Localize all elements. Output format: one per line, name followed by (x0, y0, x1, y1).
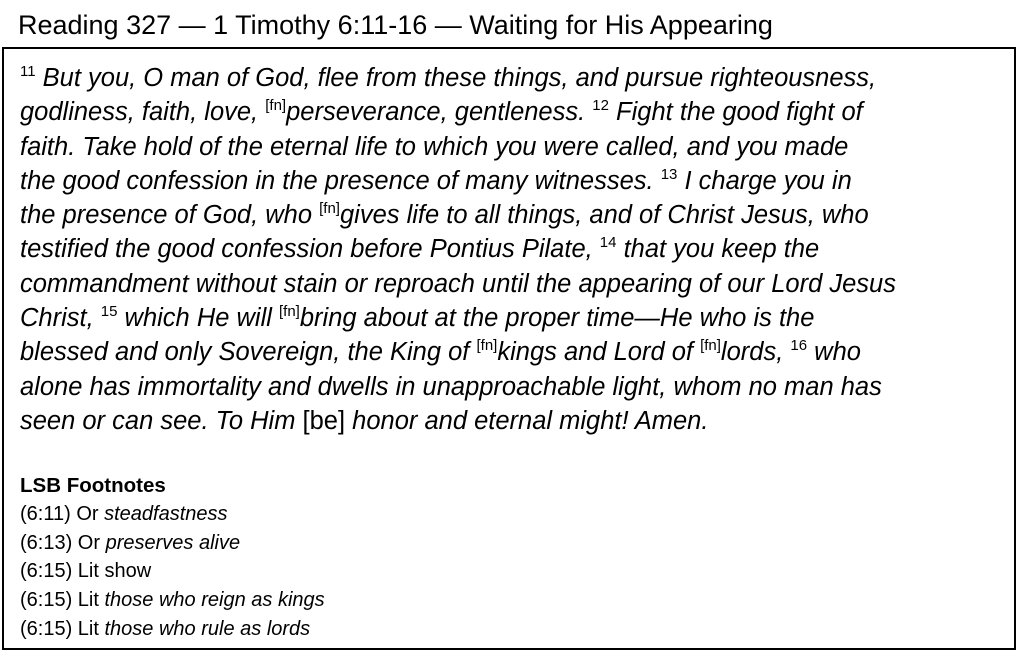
footnote-ref: (6:11) (20, 503, 71, 525)
passage-text: seen or can see. To Him (20, 406, 303, 435)
passage-text: commandment without stain or reproach until the appearing of our Lord Jesus (20, 269, 896, 298)
passage-text: Fight the good fight of (608, 98, 863, 127)
passage-line (20, 61, 1015, 95)
footnote-text: show (104, 560, 152, 583)
passage-line (20, 404, 1015, 438)
passage-text: Christ, (20, 304, 101, 333)
passage-line (20, 267, 1015, 301)
footnote-prefix: Lit (72, 589, 105, 612)
footnote-prefix: Lit (72, 617, 105, 640)
footnote-text: preserves alive (105, 531, 241, 554)
passage-text: gives life to all things, and of Christ Jesus, who (339, 201, 869, 230)
passage-text: honor and eternal might! Amen. (345, 406, 709, 435)
passage-line (20, 335, 1015, 369)
passage-text: bring about at the proper time—He who is the (299, 304, 815, 333)
verse-number: 15 (100, 303, 118, 321)
footnotes-heading: LSB Footnotes (20, 474, 166, 497)
footnote-prefix: Lit (72, 560, 105, 583)
passage-line (20, 95, 1015, 129)
passage-line (20, 301, 1015, 335)
footnote-item (20, 500, 325, 529)
footnote-marker: [fn] (279, 303, 300, 321)
footnote-ref: (6:13) (20, 531, 73, 554)
passage-text: which He will (117, 304, 279, 333)
footnote-marker: [fn] (476, 337, 498, 355)
footnote-item (20, 529, 325, 558)
passage-text: who (807, 338, 861, 367)
passage-text: lords, (720, 338, 791, 367)
footnote-item (20, 557, 325, 586)
passage-text: kings and Lord of (497, 338, 701, 367)
verse-number: 11 (20, 63, 36, 80)
page-title: Reading 327 — 1 Timothy 6:11-16 — Waiting for His Appearing (18, 10, 773, 40)
passage-line (20, 130, 1015, 164)
passage-text: the good confession in the presence of many witnesses. (20, 166, 661, 195)
scripture-passage (20, 61, 1015, 438)
passage-line (20, 198, 1015, 232)
passage-text: But you, O man of God, flee from these things, and pursue righteousness, (35, 64, 877, 92)
footnote-text: steadfastness (104, 503, 228, 525)
passage-text: godliness, faith, love, (20, 98, 266, 127)
footnote-item (20, 615, 325, 644)
footnote-text: those who rule as lords (104, 617, 311, 640)
passage-text: [be] (302, 406, 346, 435)
verse-number: 13 (660, 165, 678, 183)
passage-box (2, 47, 1016, 650)
footnote-marker: [fn] (265, 97, 287, 115)
footnote-ref: (6:15) (20, 617, 73, 640)
footnote-ref: (6:15) (20, 589, 73, 612)
footnote-prefix: Or (72, 531, 106, 554)
footnote-marker: [fn] (319, 200, 340, 218)
passage-line (20, 232, 1015, 266)
footnote-text: those who reign as kings (104, 589, 325, 612)
passage-text: I charge you in (677, 166, 852, 195)
footnote-item (20, 586, 325, 615)
footnote-ref: (6:15) (20, 560, 73, 583)
passage-text: that you keep the (616, 235, 820, 264)
passage-text: testified the good confession before Pontius Pilate, (20, 235, 600, 264)
passage-line (20, 370, 1015, 404)
verse-number: 16 (790, 337, 808, 355)
passage-text: blessed and only Sovereign, the King of (20, 338, 477, 367)
passage-text: perseverance, gentleness. (286, 98, 593, 127)
passage-text: alone has immortality and dwells in unapproachable light, whom no man has (20, 372, 882, 401)
passage-text: the presence of God, who (20, 201, 320, 230)
footnote-prefix: Or (70, 503, 105, 525)
verse-number: 14 (599, 234, 617, 252)
footnotes-list (20, 500, 325, 644)
footnote-marker: [fn] (700, 337, 721, 355)
passage-line (20, 164, 1015, 198)
passage-text: faith. Take hold of the eternal life to which you were called, and you made (20, 132, 849, 161)
verse-number: 12 (592, 97, 609, 115)
